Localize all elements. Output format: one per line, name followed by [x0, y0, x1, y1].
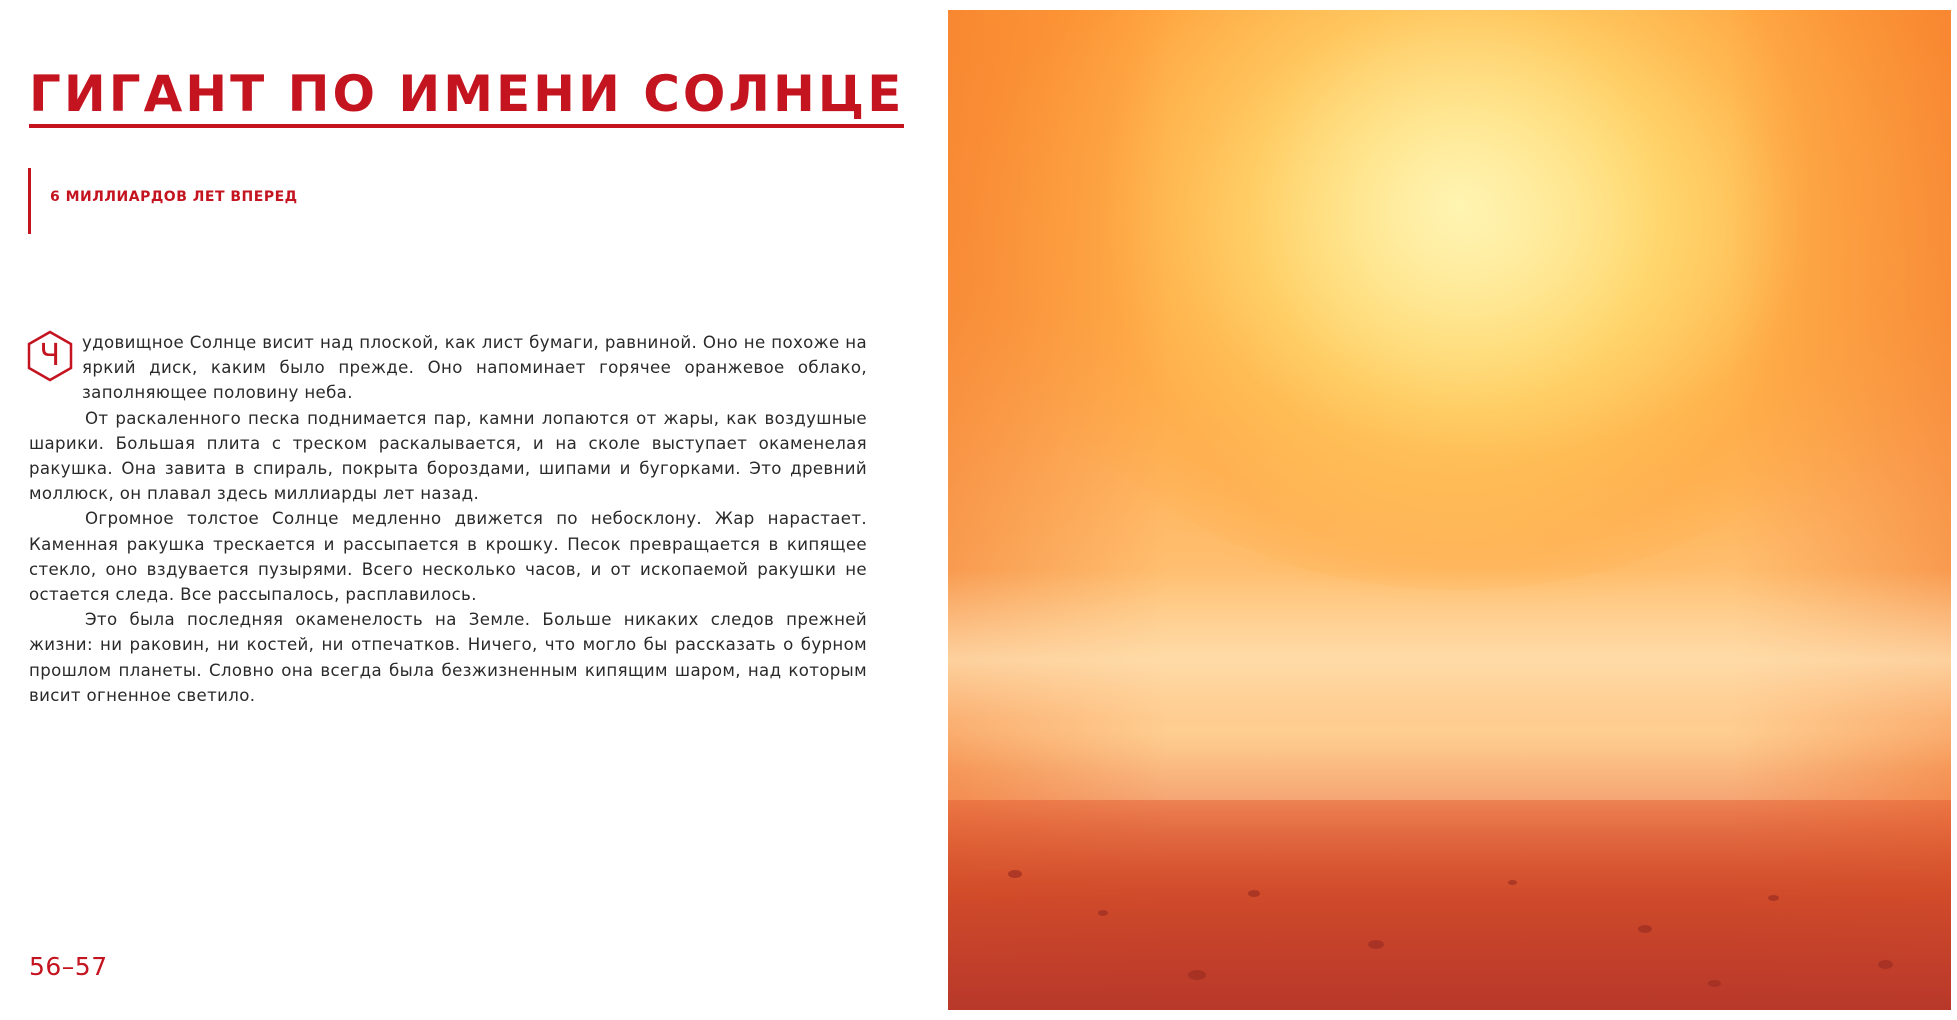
- subtitle-block: [28, 168, 298, 234]
- rock: [1008, 870, 1022, 878]
- rock: [1708, 980, 1721, 987]
- rock: [1508, 880, 1517, 885]
- paragraph-2: От раскаленного песка поднимается пар, камни лопаются от жары, как воздушные шарики. Большая плита с треском раскалывается, и на сколе выступает окаменелая ракушка. Она завита в спираль, покрыта бороздами, шипами и бугорками. Это древний моллюск, он плавал здесь миллиарды лет назад.: [29, 408, 867, 504]
- rock: [1248, 890, 1260, 897]
- rock: [1768, 895, 1779, 901]
- page-title: ГИГАНТ ПО ИМЕНИ СОЛНЦЕ: [29, 64, 904, 128]
- paragraph-1-text: удовищное Солнце висит над плоской, как лист бумаги, равниной. Оно не похоже на яркий диск, каким было прежде. Оно напоминает горячее оранжевое облако, заполняющее половину неба.: [82, 333, 867, 403]
- rock: [1188, 970, 1206, 980]
- rock: [1878, 960, 1893, 969]
- paragraph-4: Это была последняя окаменелость на Земле. Больше никаких следов прежней жизни: ни раковин, ни костей, ни отпечатков. Ничего, что могло бы рассказать о бурном прошлом планеты. Словно она всегда была безжизненным кипящим шаром, над которым висит огненное светило.: [29, 610, 867, 705]
- dropcap-letter: Ч: [39, 338, 61, 373]
- horizon-mist: [948, 570, 1951, 770]
- page-number: 56–57: [29, 952, 108, 981]
- rock: [1368, 940, 1384, 949]
- rock: [1638, 925, 1652, 933]
- sun-landscape-illustration: [948, 10, 1951, 1010]
- left-page: [0, 0, 940, 1020]
- rock: [1098, 910, 1108, 916]
- article-body: [29, 330, 867, 708]
- scorched-ground: [948, 800, 1951, 1010]
- paragraph-1: [29, 330, 867, 406]
- page-subtitle: 6 МИЛЛИАРДОВ ЛЕТ ВПЕРЕД: [50, 189, 298, 205]
- paragraph-3: Огромное толстое Солнце медленно движется по небосклону. Жар нарастает. Каменная ракушка трескается и рассыпается в крошку. Песок превращается в кипящее стекло, оно вздувается пузырями. Всего несколько часов, и от ископаемой ракушки не остается следа. Все рассыпалось, расплавилось.: [29, 509, 867, 605]
- dropcap: [24, 330, 76, 382]
